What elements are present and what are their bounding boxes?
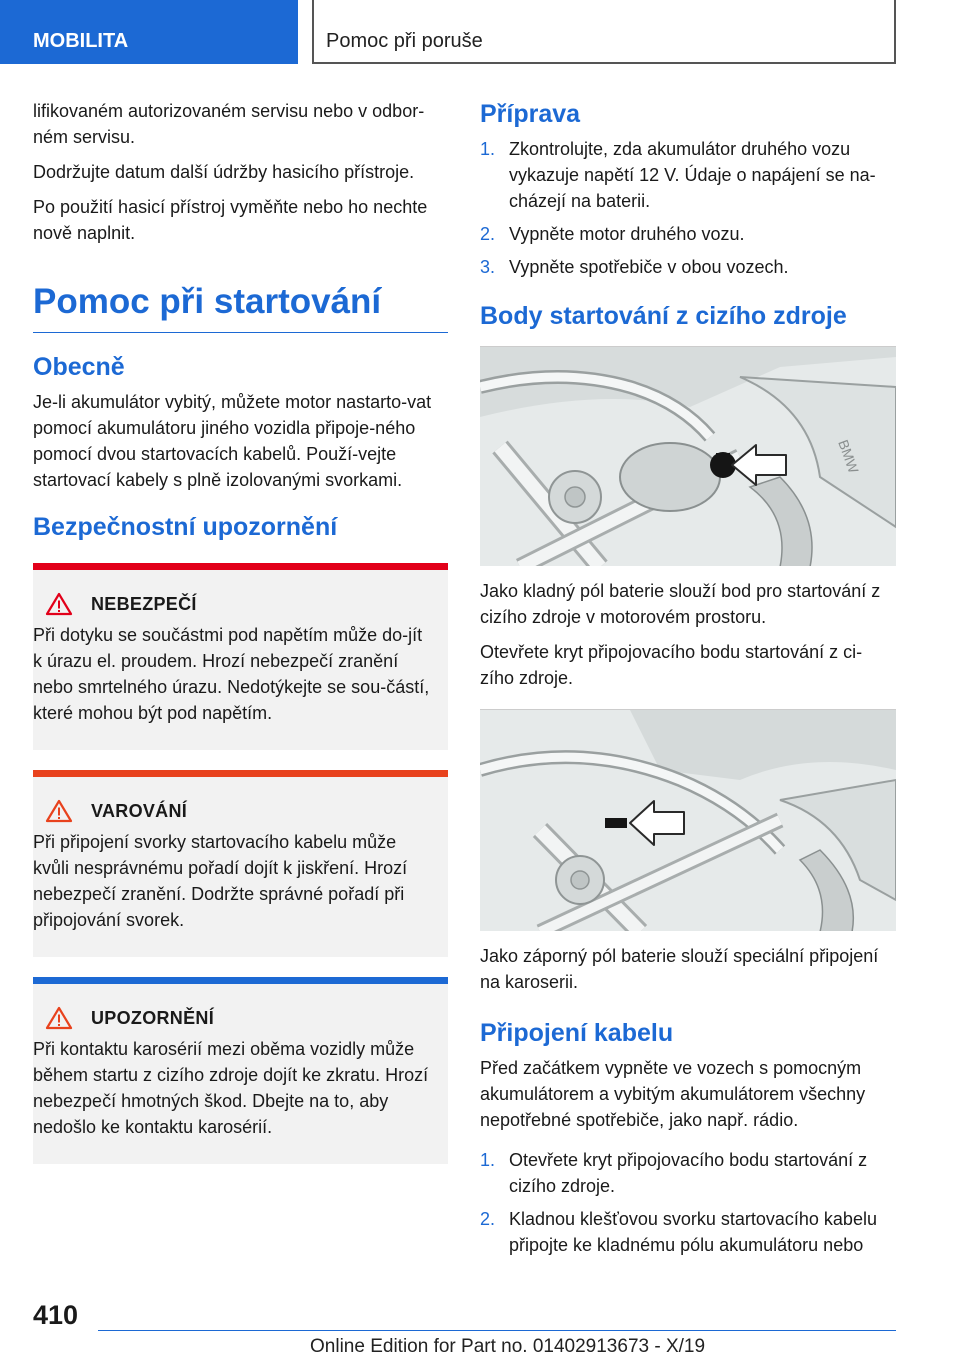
step-number: 2. (480, 224, 496, 244)
engine-bay-figure-positive (480, 346, 896, 566)
intro-paragraph: Po použití hasicí přístroj vyměňte nebo ho nechte nově naplnit. (33, 197, 428, 243)
list-item (480, 221, 896, 247)
warning-triangle-icon (45, 1006, 73, 1030)
warning-triangle-icon (45, 592, 73, 616)
list-item (480, 136, 896, 214)
left-column (33, 98, 448, 1164)
engine-bay-illustration (480, 347, 896, 566)
caution-title: UPOZORNĚNÍ (91, 1007, 215, 1028)
figure-caption: Jako záporný pól baterie slouží speciální připojení na karoserii. (480, 946, 879, 992)
step-number: 1. (480, 139, 496, 159)
preparation-steps (480, 136, 896, 280)
step-text: Kladnou klešťovou svorku startovacího kabelu připojte ke kladnému pólu akumulátoru nebo (509, 1209, 877, 1255)
figure-caption: Jako kladný pól baterie slouží bod pro startování z cizího zdroje v motorovém prostoru. (480, 581, 881, 627)
header-chapter-title: Pomoc při poruše (312, 0, 896, 64)
caution-text: Při kontaktu karosérií mezi oběma vozidly může během startu z cizího zdroje dojít ke zkratu. Hrozí nebezpečí hmotných škod. Dbejte na to, aby nedošlo ke kontaktu karosérií. (33, 1039, 429, 1137)
caution-box (33, 977, 448, 1164)
preparation-heading: Příprava (480, 100, 581, 128)
jump-points-heading: Body startování z cizího zdroje (480, 302, 847, 330)
safety-heading: Bezpečnostní upozornění (33, 513, 338, 541)
step-text: Vypněte motor druhého vozu. (509, 224, 745, 244)
general-paragraph: Je-li akumulátor vybitý, můžete motor nastarto-vat pomocí akumulátoru jiného vozidla připoje-ného pomocí dvou startovacích kabelů. Použí-vejte startovací kabely s plně izolovanými svorkami. (33, 392, 432, 490)
danger-box (33, 563, 448, 750)
step-text: Vypněte spotřebiče v obou vozech. (509, 257, 789, 277)
intro-paragraph: Dodržujte datum další údržby hasicího přístroje. (33, 162, 415, 182)
danger-title: NEBEZPEČÍ (91, 593, 197, 614)
open-cover-paragraph: Otevřete kryt připojovacího bodu startování z ci-zího zdroje. (480, 642, 863, 688)
step-number: 2. (480, 1209, 496, 1229)
list-item (480, 1206, 896, 1258)
section-title: Pomoc při startování (33, 282, 448, 333)
right-column (480, 98, 896, 1265)
engine-bay-illustration (480, 710, 896, 931)
cable-paragraph: Před začátkem vypněte ve vozech s pomocným akumulátorem a vybitým akumulátorem všechny nepotřebné spotřebiče, jako např. rádio. (480, 1058, 866, 1130)
danger-text: Při dotyku se součástmi pod napětím může do-jít k úrazu el. proudem. Hrozí nebezpečí zranění nebo smrtelného úrazu. Nedotýkejte se sou-částí, které mohou být pod napětím. (33, 625, 430, 723)
step-number: 3. (480, 257, 496, 277)
general-heading: Obecně (33, 353, 125, 381)
footer-edition-text: Online Edition for Part no. 01402913673 - X/19 (310, 1336, 706, 1357)
page-number: 410 (33, 1300, 79, 1330)
warning-triangle-icon (45, 799, 73, 823)
warning-box (33, 770, 448, 957)
engine-bay-figure-negative (480, 709, 896, 931)
list-item (480, 254, 896, 280)
list-item (480, 1147, 896, 1199)
step-number: 1. (480, 1150, 496, 1170)
header-section-tab: MOBILITA (0, 0, 298, 64)
footer-divider (98, 1330, 896, 1331)
intro-paragraph: lifikovaném autorizovaném servisu nebo v odbor-ném servisu. (33, 101, 425, 147)
engine-cover-logo: BMW (835, 437, 862, 476)
step-text: Otevřete kryt připojovacího bodu startování z cizího zdroje. (509, 1150, 868, 1196)
warning-title: VAROVÁNÍ (91, 800, 188, 821)
cable-connection-heading: Připojení kabelu (480, 1019, 674, 1047)
step-text: Zkontrolujte, zda akumulátor druhého vozu vykazuje napětí 12 V. Údaje o napájení se na-cházejí na baterii. (509, 139, 876, 211)
cable-steps (480, 1147, 896, 1258)
warning-text: Při připojení svorky startovacího kabelu může kvůli nesprávnému pořadí dojít k jiskření. Hrozí nebezpečí zranění. Dodržte správné pořadí při připojování svorek. (33, 832, 408, 930)
